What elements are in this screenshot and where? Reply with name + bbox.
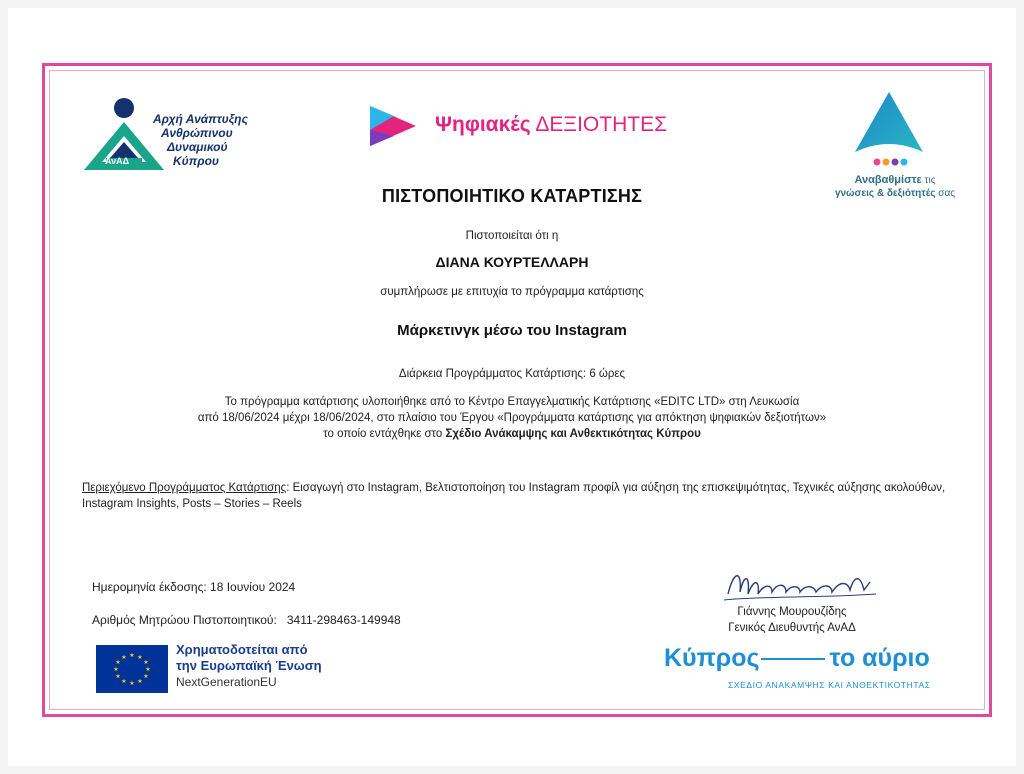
cyprus-tomorrow-subtitle: ΣΧΕΔΙΟ ΑΝΑΚΑΜΨΗΣ ΚΑΙ ΑΝΘΕΚΤΙΚΟΤΗΤΑΣ: [728, 680, 931, 690]
svg-text:★: ★: [129, 652, 135, 659]
certificate-page: [8, 8, 1016, 766]
svg-text:★: ★: [129, 680, 135, 687]
program-content-text: : Εισαγωγή στο Instagram, Βελτιστοποίηση του Instagram προφίλ για αύξηση της επισκεψιμότητας, Τεχνικές αύξησης ακολούθων, Instagram Insights, Posts – Stories – Reels: [82, 482, 946, 510]
upgrade-skills-logo-text: Αναβαθμίστε τις γνώσεις & δεξιότητές σας: [834, 174, 956, 199]
registry-number-row: [92, 613, 401, 627]
eu-flag-icon: [96, 645, 168, 693]
signer-role: Γενικός Διευθυντής ΑνΑΔ: [728, 622, 856, 634]
svg-text:★: ★: [137, 678, 143, 685]
svg-text:★: ★: [143, 673, 149, 680]
certificate-title: ΠΙΣΤΟΠΟΙΗΤΙΚΟ ΚΑΤΑΡΤΙΣΗΣ: [381, 186, 643, 206]
signer-block: [708, 604, 876, 636]
signer-name: Γιάννης Μουρουζίδης: [737, 606, 847, 618]
svg-text:★: ★: [121, 678, 127, 685]
svg-text:★: ★: [115, 659, 121, 666]
certified-line: Πιστοποιείται ότι η: [465, 230, 559, 242]
signature-image-icon: [720, 564, 880, 608]
program-content: [82, 480, 962, 512]
svg-text:★: ★: [143, 659, 149, 666]
program-duration: Διάρκεια Προγράμματος Κατάρτισης: 6 ώρες: [398, 368, 626, 380]
registry-number: 3411-298463-149948: [286, 613, 401, 627]
anad-abbr: ΑνΑΔ: [105, 156, 130, 166]
program-description: Το πρόγραμμα κατάρτισης υλοποιήθηκε από το Κέντρο Επαγγελματικής Κατάρτισης «EDITC LTD» στη Λευκωσία από 18/06/2024 μέχρι 18/06/2024, στο πλαίσιο του Έργου «Προγράμματα κατάρτισης για απόκτηση ψηφιακών δεξιοτήτων» το οποίο εντάχθηκε στο Σχέδιο Ανάκαμψης και Ανθεκτικότητας Κύπρου: [197, 396, 827, 440]
svg-text:★: ★: [121, 654, 127, 661]
completed-line: συμπλήρωσε με επιτυχία το πρόγραμμα κατάρτισης: [380, 286, 644, 298]
svg-text:★: ★: [115, 673, 121, 680]
recipient-name: ΔΙΑΝΑ ΚΟΥΡΤΕΛΛΑΡΗ: [435, 254, 589, 270]
upgrade-skills-logo-icon: [853, 90, 925, 170]
svg-text:★: ★: [137, 654, 143, 661]
cyprus-tomorrow-logo: Κύπρος το αύριο: [664, 644, 930, 672]
anad-logo-text: Αρχή Ανάπτυξης Ανθρώπινου Δυναμικού Κύπρου: [153, 112, 248, 168]
issue-date: Ημερομηνία έκδοσης: 18 Ιουνίου 2024: [92, 580, 296, 594]
svg-text:★: ★: [113, 666, 119, 673]
svg-text:★: ★: [145, 666, 151, 673]
program-content-label: Περιεχόμενο Προγράμματος Κατάρτισης: [82, 482, 287, 494]
course-title: Μάρκετινγκ μέσω του Instagram: [397, 322, 627, 339]
digital-skills-logo-icon: [368, 104, 418, 148]
registry-label: Αριθμός Μητρώου Πιστοποιητικού:: [92, 613, 277, 627]
digital-skills-logo-text: Ψηφιακές ΔΕΞΙΟΤΗΤΕΣ: [435, 113, 668, 136]
eu-funding-text: Χρηματοδοτείται από την Ευρωπαϊκή Ένωση NextGenerationEU: [176, 642, 322, 689]
